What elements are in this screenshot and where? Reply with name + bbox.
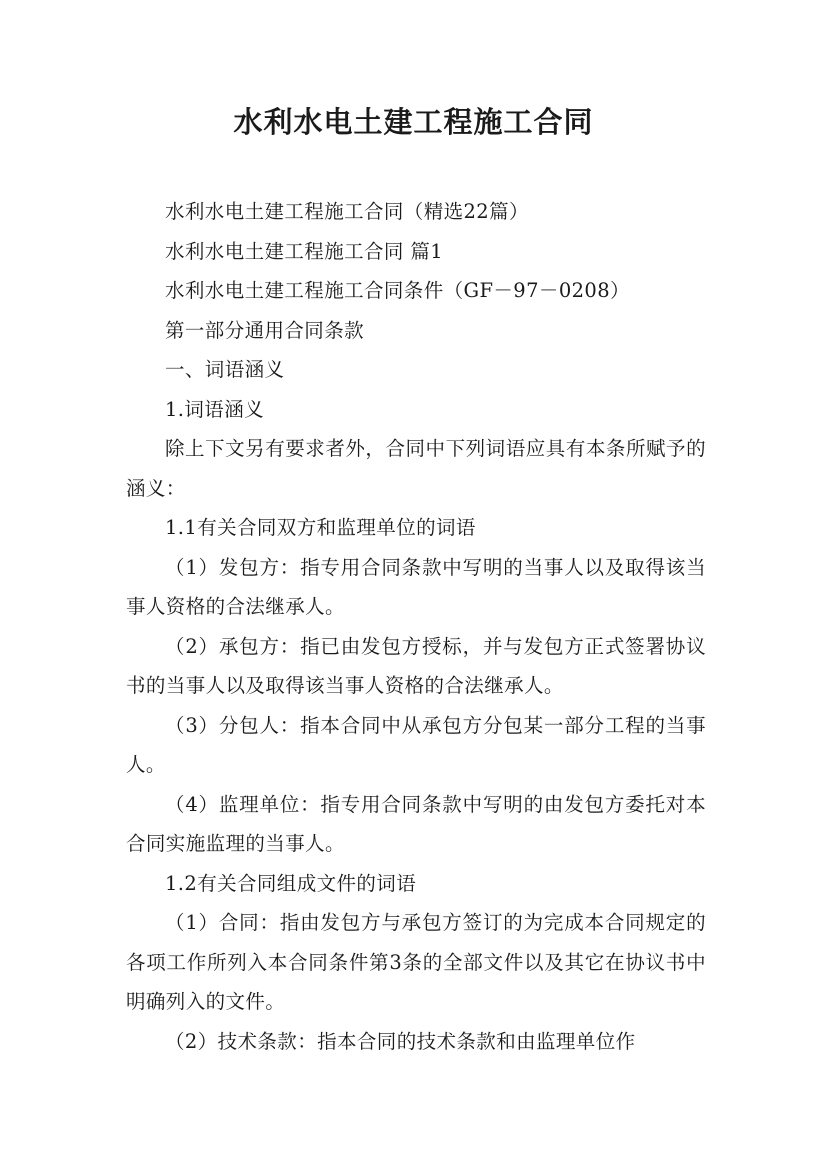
- paragraph: 除上下文另有要求者外，合同中下列词语应具有本条所赋予的涵义：: [126, 437, 706, 500]
- document-body: [126, 192, 706, 1061]
- paragraph: 水利水电土建工程施工合同 篇1: [165, 239, 444, 263]
- paragraph: 1.2有关合同组成文件的词语: [165, 871, 417, 895]
- paragraph: 1.1有关合同双方和监理单位的词语: [165, 516, 476, 539]
- paragraph: 1.词语涵义: [165, 397, 265, 421]
- paragraph: 水利水电土建工程施工合同条件（GF－97－0208）: [165, 279, 630, 302]
- paragraph: （4）监理单位：指专用合同条款中写明的由发包方委托对本合同实施监理的当事人。: [126, 792, 706, 855]
- paragraph: 第一部分通用合同条款: [165, 318, 365, 342]
- paragraph: （2）技术条款：指本合同的技术条款和由监理单位作: [165, 1029, 636, 1053]
- paragraph: （2）承包方：指已由发包方授标，并与发包方正式签署协议书的当事人以及取得该当事人资格的合法继承人。: [126, 634, 706, 697]
- paragraph: （1）合同：指由发包方与承包方签订的为完成本合同规定的各项工作所列入本合同条件第3条的全部文件以及其它在协议书中明确列入的文件。: [126, 911, 706, 1013]
- paragraph: 一、词语涵义: [165, 358, 285, 381]
- paragraph: （3）分包人：指本合同中从承包方分包某一部分工程的当事人。: [126, 713, 706, 776]
- document-title: 水利水电土建工程施工合同: [233, 105, 594, 139]
- paragraph: 水利水电土建工程施工合同（精选22篇）: [165, 200, 529, 223]
- paragraph: （1）发包方：指专用合同条款中写明的当事人以及取得该当事人资格的合法继承人。: [126, 555, 706, 618]
